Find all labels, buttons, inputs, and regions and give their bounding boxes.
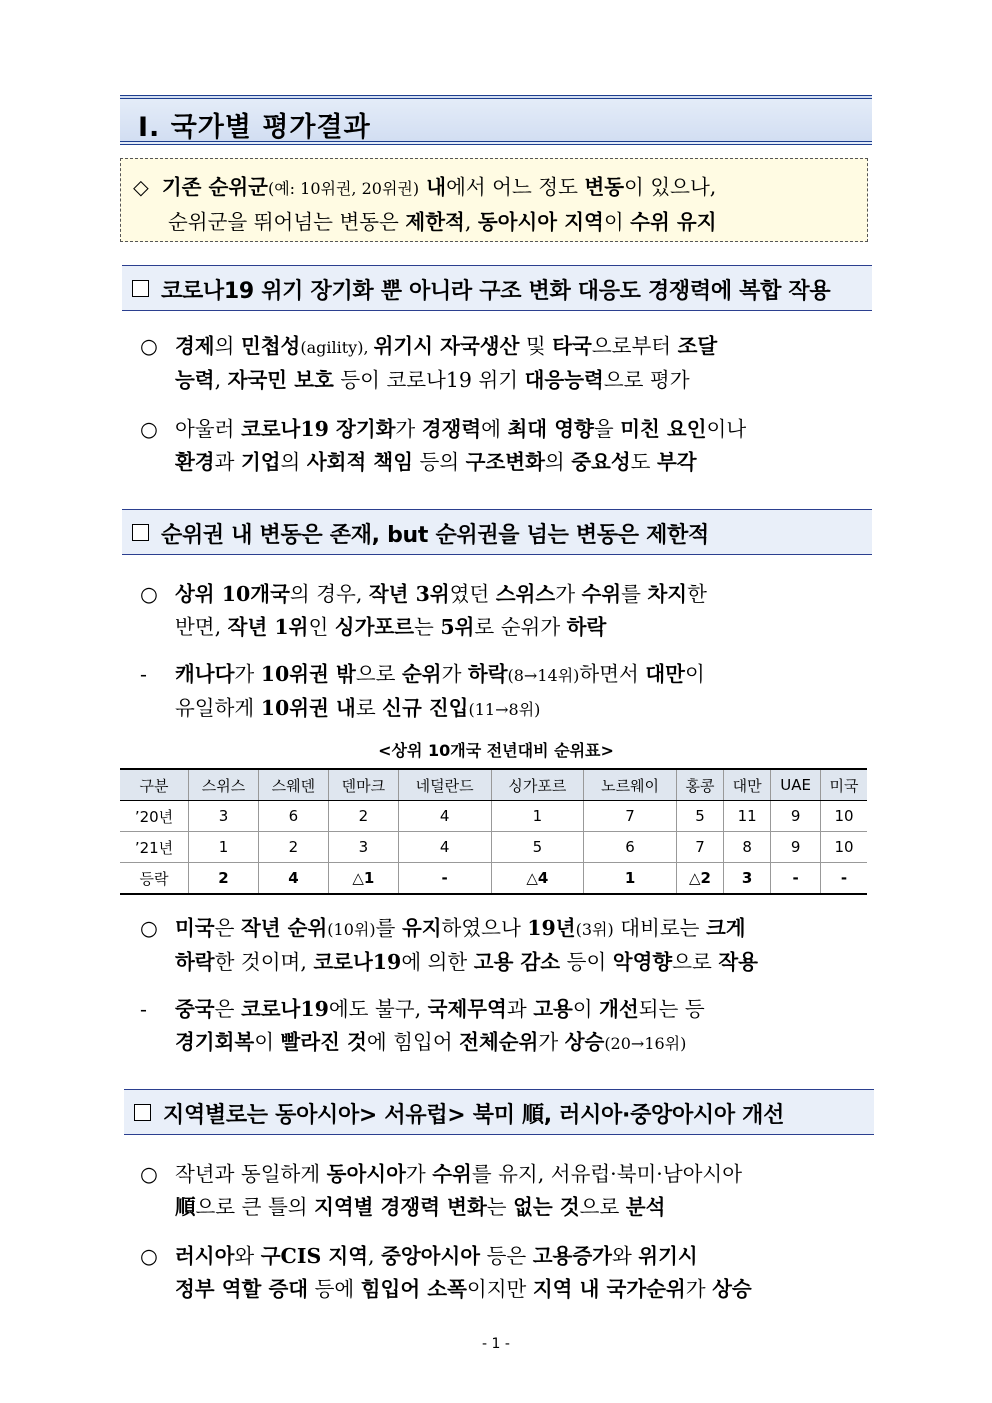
text: 였던 <box>449 582 496 606</box>
text: 를 유지, 서유럽·북미·남아시아 <box>471 1162 743 1186</box>
summary-text: 에서 어느 정도 <box>446 175 585 199</box>
text: 로 <box>355 696 383 720</box>
circle-bullet-icon: ○ <box>140 916 158 940</box>
table-cell: 6 <box>584 832 677 863</box>
text: (10위) <box>327 920 376 939</box>
column-header: 노르웨이 <box>584 769 677 801</box>
text: 이지만 <box>466 1277 533 1301</box>
paragraph <box>140 578 875 644</box>
text: 으로 평가 <box>603 368 690 392</box>
text: 가 <box>555 582 582 606</box>
text: (11→8위) <box>468 700 541 719</box>
text: 수위 <box>581 582 622 606</box>
text: 에 힘입어 <box>366 1030 460 1054</box>
text: 하락 <box>175 950 215 974</box>
text: 하게 <box>214 696 261 720</box>
text: 한 것이며, <box>214 950 314 974</box>
text: 차지 <box>647 582 688 606</box>
summary-text: 수위 유지 <box>630 210 717 234</box>
section-title: 지역별로는 동아시아> 서유럽> 북미 順, 러시아·중앙아시아 개선 <box>163 1103 785 1128</box>
text: (3위) <box>575 920 614 939</box>
column-header: 홍콩 <box>676 769 723 801</box>
paragraph <box>140 413 875 479</box>
text: 인 <box>308 615 335 639</box>
text: 는 <box>486 1195 514 1219</box>
text: 크게 <box>706 916 746 940</box>
text: 가 <box>405 1162 433 1186</box>
table-cell: △2 <box>676 863 723 895</box>
text: 이 <box>254 1030 281 1054</box>
text: 개선 <box>599 997 639 1021</box>
table-cell: △1 <box>328 863 398 895</box>
table-row <box>120 863 867 895</box>
text: 19년 <box>527 916 576 940</box>
table-cell: 9 <box>771 832 821 863</box>
text: 가 <box>395 417 422 441</box>
section-title: 코로나19 위기 장기화 뿐 아니라 구조 변화 대응도 경쟁력에 복합 작용 <box>161 279 831 304</box>
text: 반면, <box>175 615 228 639</box>
text: 상승 <box>564 1030 605 1054</box>
dash-bullet-icon: - <box>140 997 147 1021</box>
table-cell: 4 <box>258 863 328 895</box>
text: 10위권 밖 <box>260 662 356 686</box>
text: 코로나19 장기화 <box>240 417 396 441</box>
text: 중국 <box>175 997 215 1021</box>
text: 작년 3위 <box>368 582 450 606</box>
text: 이 <box>572 997 600 1021</box>
text: 작용 <box>718 950 758 974</box>
table-cell: 1 <box>491 801 584 832</box>
text: 지역 내 국가순위 <box>532 1277 686 1301</box>
table-cell: 2 <box>189 863 259 895</box>
ranking-table <box>120 768 867 895</box>
diamond-icon: ◇ <box>133 175 149 199</box>
text: 10위권 내 <box>260 696 356 720</box>
text: 기업 <box>240 450 281 474</box>
checkbox-square-icon <box>134 1104 151 1121</box>
column-header: 스웨덴 <box>258 769 328 801</box>
text: 고용 <box>533 997 573 1021</box>
text: 중요성 <box>571 450 631 474</box>
text: 를 <box>621 582 648 606</box>
page-number: - 1 - <box>482 1336 510 1352</box>
table-cell: - <box>821 863 867 895</box>
text: 환경 <box>175 450 215 474</box>
text: 위기시 <box>638 1244 698 1268</box>
text: 順 <box>175 1195 196 1219</box>
text: 자국민 보호 <box>227 368 334 392</box>
text: 싱가포르 <box>334 615 414 639</box>
section-header-3 <box>124 1089 874 1135</box>
column-header: 구분 <box>120 769 189 801</box>
text: 으로 <box>672 950 719 974</box>
text: 타국 <box>552 334 592 358</box>
text: 스위스 <box>495 582 556 606</box>
table-cell: 10 <box>821 832 867 863</box>
text: 유지 <box>401 916 442 940</box>
paragraph <box>140 330 875 397</box>
text: 능력 <box>175 368 215 392</box>
text: 상승 <box>712 1277 752 1301</box>
text: 민첩성 <box>240 334 301 358</box>
text: 이나 <box>706 417 747 441</box>
text: 에 <box>481 417 508 441</box>
summary-text: 이 있으나, <box>624 175 717 199</box>
column-header: 스위스 <box>189 769 259 801</box>
table-cell: 3 <box>189 801 259 832</box>
table-cell: - <box>771 863 821 895</box>
text: 가 <box>685 1277 713 1301</box>
text: 을 <box>593 417 621 441</box>
column-header: 미국 <box>821 769 867 801</box>
text: 으로부터 <box>591 334 678 358</box>
text: 분석 <box>625 1195 666 1219</box>
text: 은 <box>214 997 241 1021</box>
text: 고용 감소 <box>473 950 561 974</box>
text: 에도 불구, <box>328 997 428 1021</box>
text: 를 <box>375 916 402 940</box>
text: 전체순위 <box>459 1030 539 1054</box>
section-title: 순위권 내 변동은 존재, but 순위권을 넘는 변동은 제한적 <box>161 523 709 548</box>
text: 수위 <box>432 1162 472 1186</box>
text: 하락 <box>467 662 508 686</box>
text: 으로 큰 틀의 <box>195 1195 315 1219</box>
text: 지역별 경쟁력 변화 <box>314 1195 487 1219</box>
text: 고용증가 <box>532 1244 612 1268</box>
summary-box <box>120 158 868 242</box>
table-cell: 3 <box>724 863 771 895</box>
table-cell: 1 <box>189 832 259 863</box>
table-header-row <box>120 769 867 801</box>
paragraph <box>140 1158 875 1224</box>
summary-text: 이 <box>603 210 631 234</box>
text: 정부 역할 증대 <box>175 1277 309 1301</box>
circle-bullet-icon: ○ <box>140 582 158 606</box>
text: 과 <box>214 450 241 474</box>
summary-line-1 <box>133 170 716 200</box>
summary-text: 동아시아 지역 <box>477 210 604 234</box>
table-cell: 5 <box>676 801 723 832</box>
text: 의 <box>214 334 241 358</box>
text: 경쟁력 <box>421 417 482 441</box>
text: (agility), <box>300 338 374 357</box>
table-cell: 6 <box>258 801 328 832</box>
section-header-2 <box>122 509 872 555</box>
paragraph <box>140 658 875 726</box>
text: 미친 요인 <box>620 417 707 441</box>
summary-text: , <box>464 210 478 234</box>
circle-bullet-icon: ○ <box>140 417 158 441</box>
text: 캐나다 <box>175 662 235 686</box>
text: 로 순위가 <box>474 615 567 639</box>
section-header-1 <box>122 265 872 311</box>
text: 조달 <box>677 334 718 358</box>
text: 등의 <box>413 450 466 474</box>
text: 의 <box>544 450 572 474</box>
text: 상위 10개국 <box>175 582 290 606</box>
text: 중앙아시아 <box>381 1244 481 1268</box>
table-cell: 7 <box>676 832 723 863</box>
text: 가 <box>234 662 261 686</box>
paragraph <box>140 912 875 979</box>
text: 와 <box>234 1244 261 1268</box>
table-cell: 3 <box>328 832 398 863</box>
table-row <box>120 832 867 863</box>
text: 대응능력 <box>524 368 604 392</box>
text: 의 경우, <box>289 582 369 606</box>
text: 는 <box>414 615 441 639</box>
summary-line-2 <box>168 205 717 235</box>
text: 경제 <box>175 334 215 358</box>
table-cell: 2 <box>258 832 328 863</box>
chapter-title-bar <box>120 95 872 145</box>
text: 위기시 자국생산 <box>373 334 520 358</box>
text: 유일 <box>175 696 215 720</box>
text: 이 <box>684 662 705 686</box>
text: 작년 순위 <box>240 916 328 940</box>
table-cell: - <box>398 863 491 895</box>
text: 으로 <box>355 662 402 686</box>
text: 하였으나 <box>441 916 528 940</box>
text: 와 <box>611 1244 639 1268</box>
text: 구CIS 지역 <box>260 1244 369 1268</box>
text: 대만 <box>645 662 685 686</box>
text: 가 <box>538 1030 565 1054</box>
column-header: 덴마크 <box>328 769 398 801</box>
summary-text: 순위군을 뛰어넘는 변동은 <box>168 210 406 234</box>
text: 신규 진입 <box>382 696 469 720</box>
text: 하면서 <box>579 662 646 686</box>
text: 최대 영향 <box>507 417 594 441</box>
text: 순위 <box>401 662 442 686</box>
paragraph <box>140 993 875 1060</box>
table-cell: 9 <box>771 801 821 832</box>
text: 아울러 <box>175 417 241 441</box>
text: 등에 <box>308 1277 361 1301</box>
text: 동아시아 <box>326 1162 406 1186</box>
text: , <box>368 1244 382 1268</box>
text: 으로 <box>579 1195 626 1219</box>
text: 구조변화 <box>465 450 545 474</box>
table-cell: 등락 <box>120 863 189 895</box>
text: 힘입어 소폭 <box>360 1277 467 1301</box>
text: 없는 것 <box>513 1195 580 1219</box>
summary-text: (예: 10위권, 20위권) <box>267 179 420 198</box>
column-header: UAE <box>771 769 821 801</box>
text: 등은 <box>480 1244 533 1268</box>
text: 국제무역 <box>427 997 507 1021</box>
text: 도 <box>630 450 657 474</box>
text: 러시아 <box>175 1244 235 1268</box>
text: 등이 코로나19 위기 <box>333 368 525 392</box>
text: (20→16위) <box>604 1034 687 1053</box>
dash-bullet-icon: - <box>140 662 147 686</box>
table-cell: 5 <box>491 832 584 863</box>
text: 악영향 <box>612 950 673 974</box>
text: 작년과 동일하게 <box>175 1162 327 1186</box>
column-header: 싱가포르 <box>491 769 584 801</box>
text: 빨라진 것 <box>280 1030 367 1054</box>
text: 5위 <box>440 615 475 639</box>
chapter-title: Ⅰ. 국가별 평가결과 <box>138 112 371 143</box>
text: 과 <box>506 997 534 1021</box>
paragraph <box>140 1240 875 1306</box>
text: 부각 <box>656 450 697 474</box>
table-cell: 1 <box>584 863 677 895</box>
table-caption: <상위 10개국 전년대비 순위표> <box>378 741 614 760</box>
text: 한 <box>687 582 707 606</box>
summary-text: 기존 순위군 <box>161 175 268 199</box>
table-cell: 4 <box>398 801 491 832</box>
text: 은 <box>214 916 241 940</box>
circle-bullet-icon: ○ <box>140 1162 158 1186</box>
table-cell: 10 <box>821 801 867 832</box>
text: (8→14위) <box>507 666 580 685</box>
table-cell: ’20년 <box>120 801 189 832</box>
circle-bullet-icon: ○ <box>140 334 158 358</box>
summary-text: 내 <box>419 175 447 199</box>
text: 의 <box>280 450 307 474</box>
text: 등이 <box>560 950 613 974</box>
summary-text: 제한적 <box>405 210 465 234</box>
text: 코로나19 <box>240 997 329 1021</box>
text: 하락 <box>566 615 607 639</box>
summary-text: 변동 <box>584 175 625 199</box>
column-header: 대만 <box>724 769 771 801</box>
text: 코로나19 <box>313 950 402 974</box>
table-cell: 8 <box>724 832 771 863</box>
table-cell: ’21년 <box>120 832 189 863</box>
text: 작년 1위 <box>227 615 309 639</box>
table-cell: △4 <box>491 863 584 895</box>
checkbox-square-icon <box>132 524 149 541</box>
table-row <box>120 801 867 832</box>
text: 대비로는 <box>613 916 706 940</box>
table-cell: 7 <box>584 801 677 832</box>
text: 경기회복 <box>175 1030 255 1054</box>
table-cell: 2 <box>328 801 398 832</box>
text: 가 <box>441 662 468 686</box>
text: 사회적 책임 <box>306 450 414 474</box>
text: , <box>214 368 228 392</box>
checkbox-square-icon <box>132 280 149 297</box>
column-header: 네덜란드 <box>398 769 491 801</box>
text: 되는 등 <box>638 997 705 1021</box>
text: 에 의한 <box>401 950 474 974</box>
text: 및 <box>519 334 553 358</box>
circle-bullet-icon: ○ <box>140 1244 158 1268</box>
table-cell: 4 <box>398 832 491 863</box>
table-cell: 11 <box>724 801 771 832</box>
text: 미국 <box>175 916 215 940</box>
